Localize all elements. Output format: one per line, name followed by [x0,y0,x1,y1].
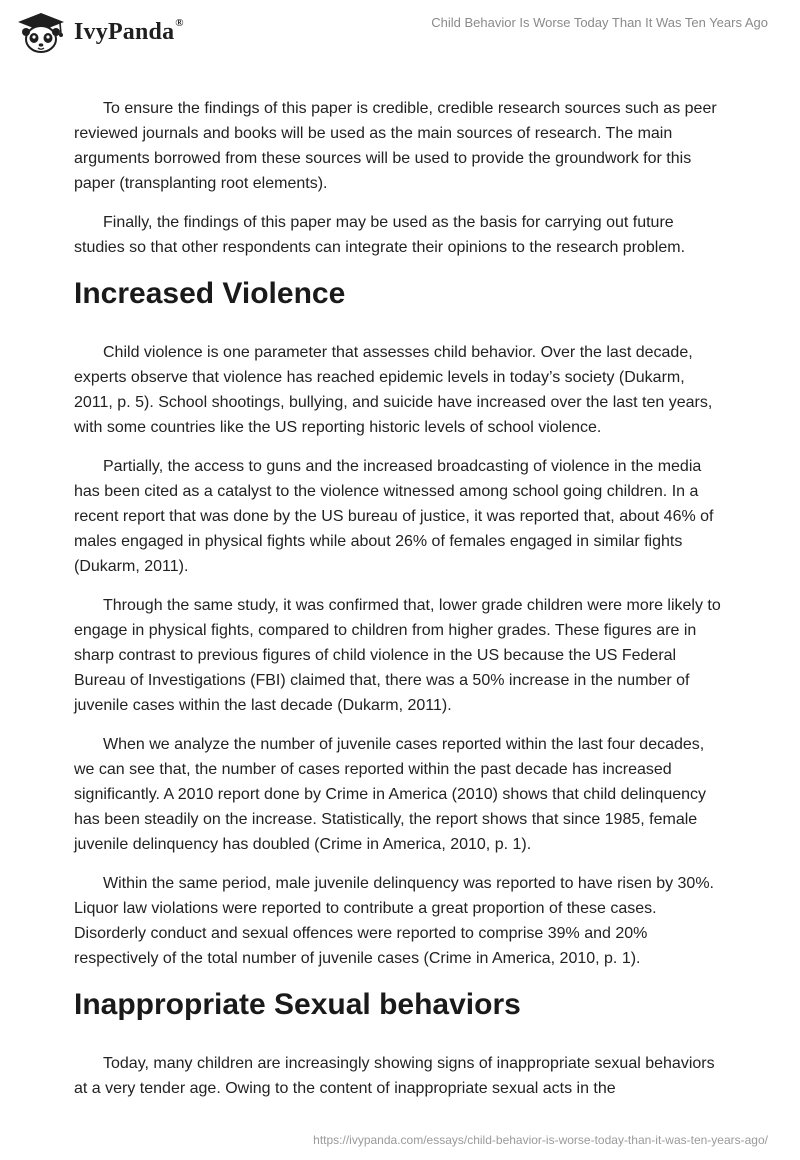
panda-graduation-cap-icon [14,10,68,54]
section-heading-violence: Increased Violence [74,277,346,310]
article-body [74,96,726,1115]
paragraph: Through the same study, it was confirmed that, lower grade children were more likely to engage in physical fights, compared to children from higher grades. These figures are in sharp contrast to previous figures of child violence in the US because the US Federal Bureau of Investigations (FBI) claimed that, there was a 50% increase in the number of juvenile cases within the last decade (Dukarm, 2011). [74,597,721,714]
paragraph: Within the same period, male juvenile delinquency was reported to have risen by 30%. Liquor law violations were reported to contribute a great proportion of these cases. Disorderly conduct and sexual offences were reported to comprise 39% and 20% respectively of the total number of juvenile cases (Crime in America, 2010, p. 1). [74,875,714,967]
source-url[interactable]: https://ivypanda.com/essays/child-behavior-is-worse-today-than-it-was-ten-years-ago/ [313,1133,768,1147]
brand-name: IvyPanda® [74,16,184,45]
brand-logo[interactable] [14,10,184,54]
paragraph: To ensure the findings of this paper is credible, credible research sources such as peer reviewed journals and books will be used as the main sources of research. The main arguments borrowed from these sources will be used to provide the groundwork for this paper (transplanting root elements). [74,100,717,192]
paragraph: Today, many children are increasingly showing signs of inappropriate sexual behaviors at a very tender age. Owing to the content of inappropriate sexual acts in the [74,1055,715,1097]
paragraph: Child violence is one parameter that assesses child behavior. Over the last decade, experts observe that violence has reached epidemic levels in today’s society (Dukarm, 2011, p. 5). School shootings, bullying, and suicide have increased over the last ten years, with some countries like the US reporting historic levels of school violence. [74,344,713,436]
paragraph: Finally, the findings of this paper may be used as the basis for carrying out future studies so that other respondents can integrate their opinions to the research problem. [74,214,686,256]
paragraph: Partially, the access to guns and the increased broadcasting of violence in the media has been cited as a catalyst to the violence witnessed among school going children. In a recent report that was done by the US bureau of justice, it was reported that, about 46% of males engaged in physical fights while about 26% of females engaged in similar fights (Dukarm, 2011). [74,458,714,575]
page-header [0,0,800,60]
section-heading-sexual-behaviors: Inappropriate Sexual behaviors [74,988,521,1021]
paragraph: When we analyze the number of juvenile cases reported within the last four decades, we can see that, the number of cases reported within the past decade has increased significantly. A 2010 report done by Crime in America (2010) shows that child delinquency has been steadily on the increase. Statistically, the report shows that since 1985, female juvenile delinquency has doubled (Crime in America, 2010, p. 1). [74,736,707,853]
document-title: Child Behavior Is Worse Today Than It Was Ten Years Ago [431,15,768,30]
